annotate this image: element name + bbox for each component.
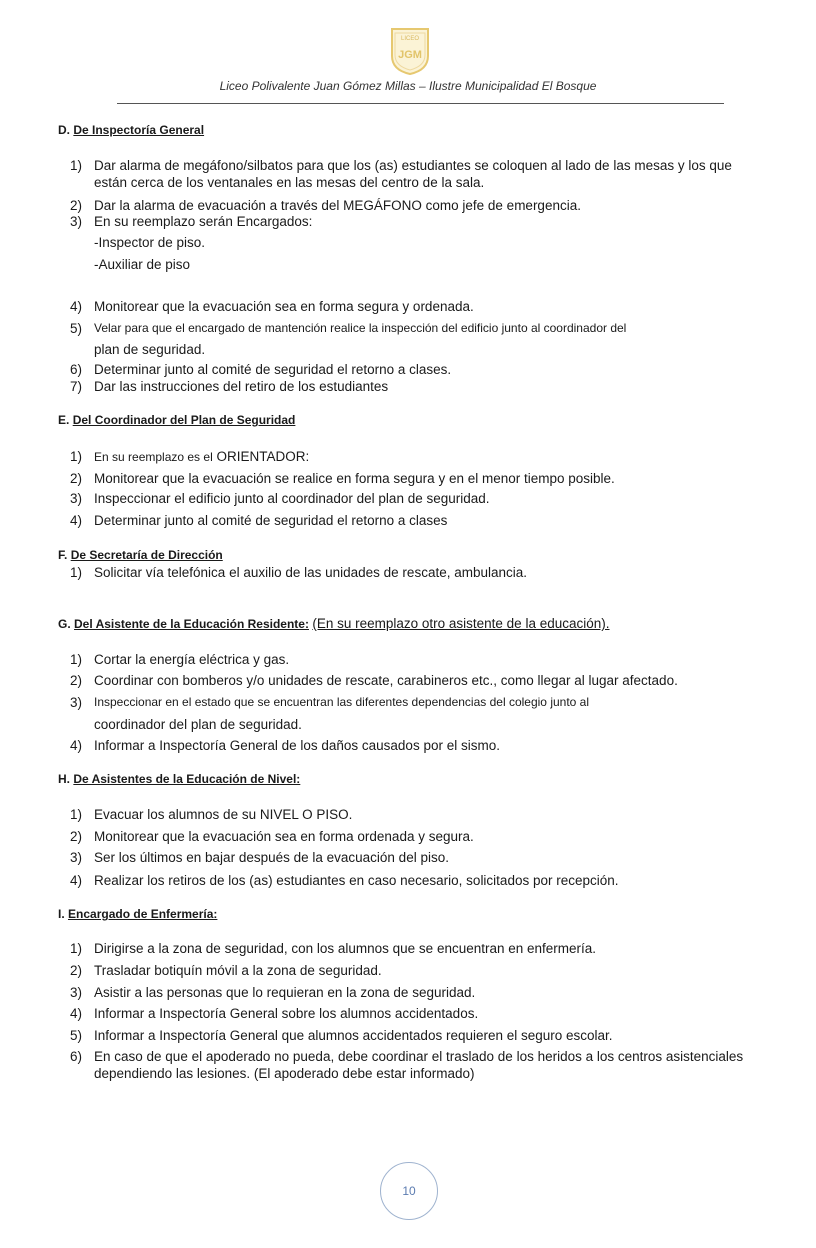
school-logo bbox=[389, 26, 431, 76]
section-g-letter: G. bbox=[58, 617, 71, 631]
section-f-heading bbox=[58, 548, 223, 562]
item-text: ORIENTADOR: bbox=[212, 449, 310, 464]
item-text: Evacuar los alumnos de su NIVEL O PISO. bbox=[94, 807, 353, 822]
item-number: 4) bbox=[70, 738, 83, 753]
item-text: Asistir a las personas que lo requieran en la zona de seguridad. bbox=[94, 985, 476, 1000]
item-number: 1) bbox=[70, 158, 83, 173]
item-text-small: En su reemplazo es el bbox=[94, 450, 213, 464]
item-number: 3) bbox=[70, 985, 83, 1000]
item-text: Determinar junto al comité de seguridad el retorno a clases bbox=[94, 513, 448, 528]
item-number: 1) bbox=[70, 449, 83, 464]
section-d-letter: D. bbox=[58, 123, 70, 137]
item-number: 4) bbox=[70, 873, 83, 888]
item-text: Inspeccionar el edificio junto al coordinador del plan de seguridad. bbox=[94, 491, 490, 506]
item-number: 2) bbox=[70, 829, 83, 844]
section-g-note: (En su reemplazo otro asistente de la educación). bbox=[312, 616, 610, 631]
section-d-heading bbox=[58, 123, 204, 137]
header-divider bbox=[117, 103, 724, 104]
item-text: Informar a Inspectoría General sobre los alumnos accidentados. bbox=[94, 1006, 479, 1021]
section-e-letter: E. bbox=[58, 413, 70, 427]
item-number: 6) bbox=[70, 1049, 83, 1064]
section-h-heading bbox=[58, 772, 300, 786]
item-number: 2) bbox=[70, 673, 83, 688]
item-text: Determinar junto al comité de seguridad el retorno a clases. bbox=[94, 362, 452, 377]
section-h-title: De Asistentes de la Educación de Nivel: bbox=[73, 772, 301, 786]
section-g-heading bbox=[58, 616, 610, 631]
item-text: Monitorear que la evacuación sea en forma ordenada y segura. bbox=[94, 829, 474, 844]
item-number: 3) bbox=[70, 850, 83, 865]
item-number: 6) bbox=[70, 362, 83, 377]
header-text: Liceo Polivalente Juan Gómez Millas – Ilustre Municipalidad El Bosque bbox=[219, 79, 597, 93]
section-e-heading bbox=[58, 413, 295, 427]
item-text: Cortar la energía eléctrica y gas. bbox=[94, 652, 290, 667]
item-number: 2) bbox=[70, 471, 83, 486]
item-text: Dar las instrucciones del retiro de los estudiantes bbox=[94, 379, 389, 394]
item-number: 1) bbox=[70, 941, 83, 956]
page-number: 10 bbox=[380, 1162, 438, 1220]
item-number: 7) bbox=[70, 379, 83, 394]
item-text: En su reemplazo serán Encargados: bbox=[94, 214, 313, 229]
item-text: Inspeccionar en el estado que se encuentran las diferentes dependencias del colegio junto al bbox=[94, 695, 590, 709]
item-continuation: plan de seguridad. bbox=[94, 342, 206, 357]
section-i-letter: I. bbox=[58, 907, 65, 921]
item-text: Monitorear que la evacuación sea en forma segura y ordenada. bbox=[94, 299, 474, 314]
item-number: 5) bbox=[70, 321, 83, 336]
section-e-title: Del Coordinador del Plan de Seguridad bbox=[72, 413, 296, 427]
section-d-title: De Inspectoría General bbox=[73, 123, 205, 137]
item-text: Monitorear que la evacuación se realice en forma segura y en el menor tiempo posible. bbox=[94, 471, 615, 486]
logo-monogram: JGM bbox=[398, 49, 422, 61]
item-text: Ser los últimos en bajar después de la evacuación del piso. bbox=[94, 850, 449, 865]
item-number: 4) bbox=[70, 1006, 83, 1021]
item-number: 3) bbox=[70, 214, 83, 229]
section-h-letter: H. bbox=[58, 772, 70, 786]
item-number: 3) bbox=[70, 491, 83, 506]
item-continuation: coordinador del plan de seguridad. bbox=[94, 717, 302, 732]
item-text: Dar alarma de megáfono/silbatos para que los (as) estudiantes se coloquen al lado de las mesas y los que están cerca de los ventanales en las mesas del centro de la sala. bbox=[94, 158, 732, 190]
item-text: Informar a Inspectoría General que alumnos accidentados requieren el seguro escolar. bbox=[94, 1028, 613, 1043]
item-number: 1) bbox=[70, 565, 83, 580]
item-text: Trasladar botiquín móvil a la zona de seguridad. bbox=[94, 963, 382, 978]
section-f-title: De Secretaría de Dirección bbox=[70, 548, 223, 562]
item-text: En caso de que el apoderado no pueda, debe coordinar el traslado de los heridos a los centros asistenciales dependiendo las lesiones. (El apoderado debe estar informado) bbox=[94, 1049, 744, 1081]
item-number: 3) bbox=[70, 695, 83, 710]
section-g-title: Del Asistente de la Educación Residente: bbox=[74, 617, 309, 631]
item-text: Informar a Inspectoría General de los daños causados por el sismo. bbox=[94, 738, 500, 753]
item-text: Realizar los retiros de los (as) estudiantes en caso necesario, solicitados por recepción. bbox=[94, 873, 619, 888]
item-number: 1) bbox=[70, 807, 83, 822]
section-i-title: Encargado de Enfermería: bbox=[68, 907, 218, 921]
item-text: Dar la alarma de evacuación a través del MEGÁFONO como jefe de emergencia. bbox=[94, 198, 581, 213]
sub-item: -Auxiliar de piso bbox=[94, 257, 191, 272]
item-number: 5) bbox=[70, 1028, 83, 1043]
item-number: 4) bbox=[70, 513, 83, 528]
item-number: 4) bbox=[70, 299, 83, 314]
item-number: 2) bbox=[70, 198, 83, 213]
item-number: 2) bbox=[70, 963, 83, 978]
item-text: Solicitar vía telefónica el auxilio de las unidades de rescate, ambulancia. bbox=[94, 565, 528, 580]
section-i-heading bbox=[58, 907, 217, 921]
section-f-letter: F. bbox=[58, 548, 68, 562]
item-number: 1) bbox=[70, 652, 83, 667]
logo-text: LICEO bbox=[400, 36, 420, 42]
sub-item: -Inspector de piso. bbox=[94, 235, 206, 250]
item-text: Dirigirse a la zona de seguridad, con los alumnos que se encuentran en enfermería. bbox=[94, 941, 597, 956]
item-text: Velar para que el encargado de mantención realice la inspección del edificio junto al coordinador del bbox=[94, 321, 627, 335]
item-text: Coordinar con bomberos y/o unidades de rescate, carabineros etc., como llegar al lugar afectado. bbox=[94, 673, 678, 688]
